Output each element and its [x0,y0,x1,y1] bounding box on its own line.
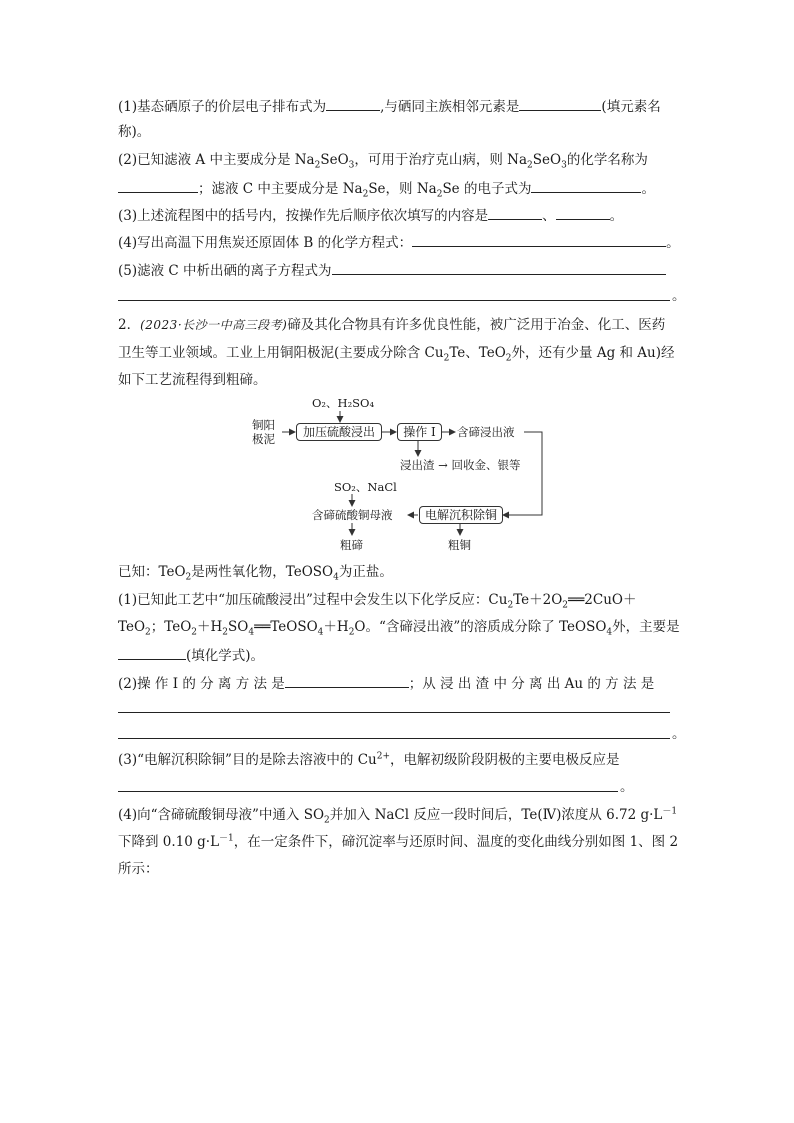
q2-part2-end: 。 [672,726,686,742]
flow-leach-solution: 含碲浸出液 [457,425,515,439]
answer-line[interactable] [118,738,670,739]
flow-box-electrolysis: 电解沉积除铜 [419,506,503,524]
flow-crude-cu: 粗铜 [448,538,471,552]
question-source: (2023·长沙一中高三段考) [140,318,288,332]
flow-box-operation-1: 操作 Ⅰ [397,423,442,441]
q2-intro-line3: 如下工艺流程得到粗碲。 [118,372,267,388]
q1-part4: (4)写出高温下用焦炭还原固体 B 的化学方程式： 。 [118,232,680,252]
q2-part3-line1: (3)“电解沉积除铜”目的是除去溶液中的 $Cu^{2+}$，电解初级阶段阴极的主要电极反应是 [118,751,620,768]
q1-part2-line1: (2)已知滤液 A 中主要成分是 $Na_2SeO_3$，可用于治疗克山病，则 $Na_2SeO_3$的化学名称为 [118,152,648,171]
q1-part3: (3)上述流程图中的括号内，按操作先后顺序依次填写的内容是 、 。 [118,205,623,225]
q1-part5-line1: (5)滤液 C 中析出硒的离子方程式为 [118,260,666,280]
q1-part1-line1: (1)基态硒原子的价层电子排布式为 ,与硒同主族相邻元素是 (填元素名 [118,96,661,116]
flow-arrow [503,432,542,515]
q1-part5-end: 。 [672,288,686,304]
q1-part1-line2: 称)。 [118,124,151,140]
q1-part2-line2: ；滤液 C 中主要成分是 $Na_2Se$，则 $Na_2Se$ 的电子式为 。 [118,178,655,198]
q2-part1-line2: TeO$_2$；$TeO_2+H_2SO_4══TeOSO_4+H_2O$。“含碲浸出液”的溶质成分除了 TeOSO$_4$外，主要是 [118,619,680,638]
q2-intro-line2: 卫生等工业领域。工业上用铜阳极泥(主要成分除含 $Cu_2Te$、TeO$_2$外，还有少量 Ag 和 Au)经 [118,345,675,364]
flow-source: 铜阳 极泥 [252,418,275,446]
flow-residue: 浸出渣 → 回收金、银等 [400,458,521,472]
q2-part1-line1: (1)已知此工艺中“加压硫酸浸出”过程中会发生以下化学反应：$Cu_2Te+2O_2══2CuO+$ [118,592,637,611]
flow-mother-liquor: 含碲硫酸铜母液 [312,508,393,522]
answer-blank[interactable] [118,645,186,660]
q2-part1-line3: (填化学式)。 [118,645,264,665]
q2-part4-line1: (4)向“含碲硫酸铜母液”中通入 $SO_2$并加入 NaCl 反应一段时间后，Te(Ⅳ)浓度从 6.72 $g\cdot L^{-1}$ [118,806,678,826]
q2-part3-end: 。 [620,779,634,795]
q2-intro-line1: 2．(2023·长沙一中高三段考)碲及其化合物具有许多优良性能，被广泛用于冶金、化工、医药 [118,317,666,333]
q2-part4-line2: 下降到 0.10 $g\cdot L^{-1}$，在一定条件下，碲沉淀率与还原时间、温度的变化曲线分别如图 1、图 2 [118,833,679,850]
flow-reagent-2: SO₂、NaCl [334,480,397,494]
flow-crude-te: 粗碲 [340,538,363,552]
flow-box-pressure-leach: 加压硫酸浸出 [296,423,382,441]
q2-part2-line1: (2)操 作 Ⅰ 的 分 离 方 法 是 ；从 浸 出 渣 中 分 离 出 Au 的 方 法 是 [118,673,654,693]
answer-blank[interactable] [285,673,409,688]
q2-part4-line3: 所示： [118,861,159,877]
answer-line[interactable] [118,712,670,713]
flow-reagent-1: O₂、H₂SO₄ [312,396,375,410]
q2-known: 已知：TeO$_2$是两性氧化物，TeOSO$_4$为正盐。 [118,564,393,583]
answer-line[interactable] [118,791,618,792]
